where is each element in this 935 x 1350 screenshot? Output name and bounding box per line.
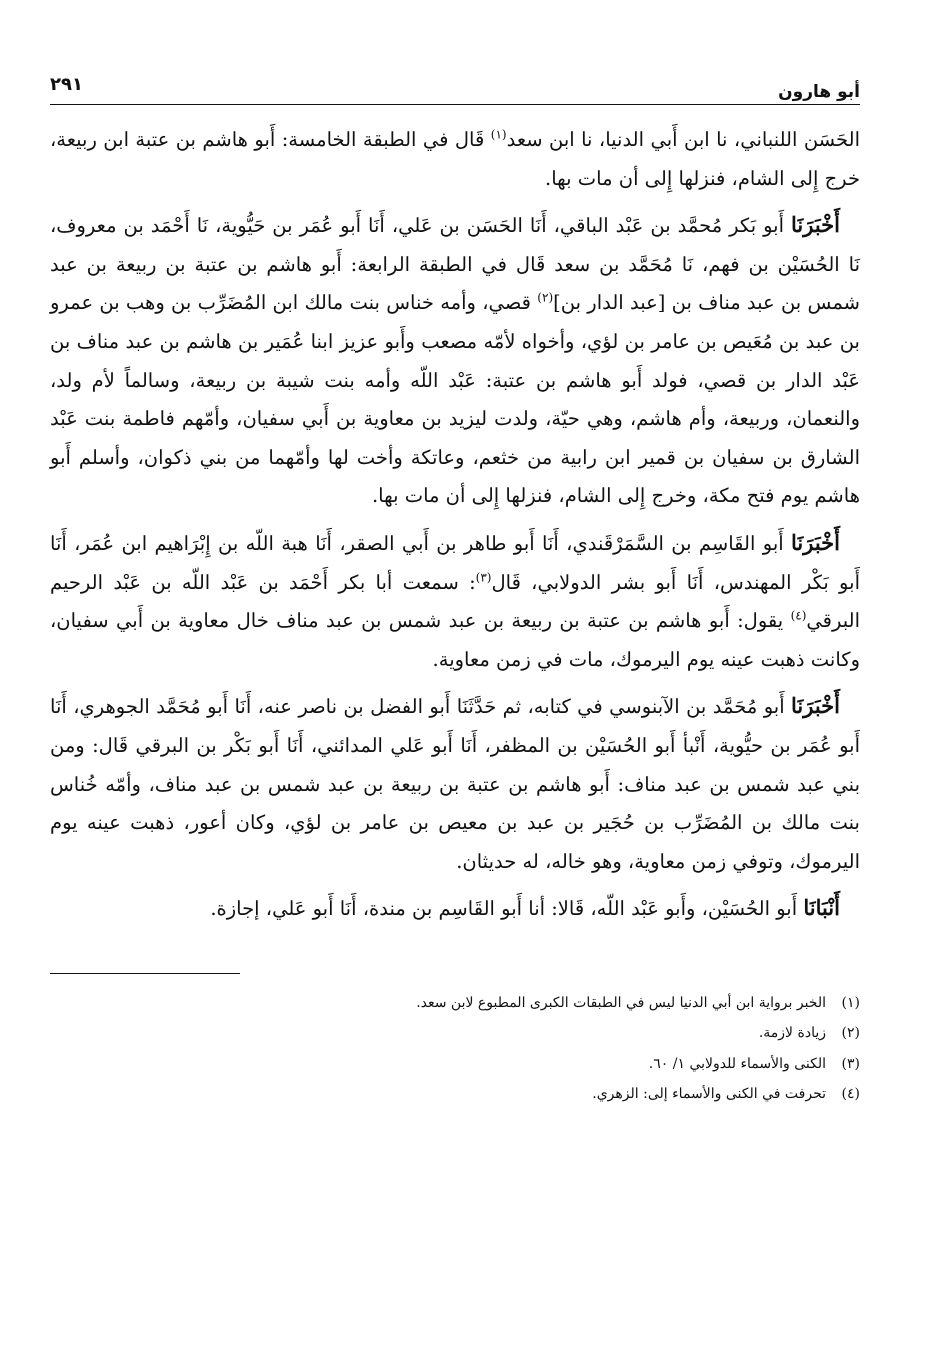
paragraph-text: أَبو مُحَمَّد بن الآبنوسي في كتابه، ثم حَدَّثَنَا أَبو الفضل بن ناصر عنه، أَنَا أَبو مُحَمَّد الجوهري، أَنَا أَبو عُمَر بن حيُّوية، أَنْبأ أَبو الحُسَيْن بن المظفر، أَنَا أَبو عَلي المدائني، أَنَا أَبو بَكْر بن البرقي قَال: ومن بني عبد شمس بن عبد مناف: أَبو هاشم بن عتبة بن ربيعة بن عبد شمس بن عبد مناف، وأمّه خُناس بنت مالك بن المُضَرِّب بن حُجَير بن عبد بن معيص بن عامر بن لؤي، وكان أعور، ذهبت عينه يوم اليرموك، وتوفي زمن معاوية، وهو خاله، له حديثان. bbox=[50, 695, 860, 873]
footnote bbox=[50, 988, 860, 1019]
running-title: أبو هارون bbox=[778, 82, 860, 102]
footnote-reference: (٤) bbox=[790, 608, 807, 623]
paragraph-lead-word: أَخْبَرَنَا bbox=[791, 693, 840, 719]
paragraph-text: الحَسَن اللنباني، نا ابن أَبي الدنيا، نا ابن سعد bbox=[506, 128, 861, 151]
footnotes bbox=[50, 988, 860, 1110]
footnote-reference: (٣) bbox=[475, 570, 492, 585]
paragraph-text: يقول: أَبو هاشم بن عتبة بن ربيعة بن عبد شمس بن عبد مناف خال معاوية بن أَبي سفيان، وكانت ذهبت عينه يوم اليرموك، مات في زمن معاوية. bbox=[50, 609, 860, 671]
footnote-reference: (٢) bbox=[537, 290, 554, 305]
footnote bbox=[50, 1079, 860, 1110]
page-header bbox=[50, 60, 860, 105]
paragraph bbox=[50, 889, 860, 929]
footnote-separator bbox=[50, 973, 240, 974]
paragraph-lead-word: أَخْبَرَنَا bbox=[791, 212, 840, 238]
footnote-text: الخبر برواية ابن أبي الدنيا ليس في الطبقات الكبرى المطبوع لابن سعد. bbox=[416, 994, 826, 1011]
book-page bbox=[50, 60, 860, 1110]
footnote-number: (٢) bbox=[841, 1025, 860, 1042]
footnote-number: (١) bbox=[841, 994, 860, 1011]
paragraph-lead-word: أَنْبَانَا bbox=[803, 895, 840, 921]
footnote-text: زيادة لازمة. bbox=[758, 1025, 826, 1042]
paragraph-text: أَبو القَاسِم بن السَّمَرْقَندي، أَنَا أَبو طاهر بن أَبي الصقر، أَنَا هبة اللّه بن إِبْرَاهيم ابن عُمَر، أَنَا أَبو بَكْر المهندس، أَنَا أَبو بشر الدولابي، قَال bbox=[50, 531, 860, 594]
page-number: ٢٩١ bbox=[50, 74, 83, 95]
main-text bbox=[50, 121, 860, 929]
footnote bbox=[50, 1049, 860, 1080]
paragraph-text: قَال في الطبقة الخامسة: أَبو هاشم بن عتبة ابن ربيعة، خرج إِلى الشام، فنزلها إِلى أن مات بها. bbox=[50, 128, 860, 190]
paragraph-text: قصي، وأمه خناس بنت مالك ابن المُضَرِّب بن وهب بن عمرو بن عبد بن مُعَيص بن عامر بن لؤي، وأخواه لأمّه مصعب وأَبو عزيز ابنا عُمَير بن هاشم بن عبد مناف بن عَبْد الدار بن قصي، فولد أَبو هاشم بن عتبة: عَبْد اللّه وأمه بنت شيبة بن ربيعة، وسالماً لأم ولد، والنعمان، وربيعة، وأم هاشم، وهي حيّة، ولدت ليزيد بن معاوية بن أَبي سفيان، وأمّهم فاطمة بنت عَبْد الشارق بن سفيان بن قمير ابن رابية من خثعم، وعاتكة وأخت لها وأمّهما من بني ذكوان، وأسلم أَبو هاشم يوم فتح مكة، وخرج إِلى الشام، فنزلها إِلى أن مات بها. bbox=[50, 291, 860, 508]
paragraph bbox=[50, 121, 860, 198]
footnote-text: تحرفت في الكنى والأسماء إلى: الزهري. bbox=[592, 1086, 826, 1103]
paragraph bbox=[50, 206, 860, 516]
footnote-reference: (١) bbox=[490, 127, 507, 142]
footnote-number: (٣) bbox=[841, 1055, 860, 1072]
paragraph bbox=[50, 687, 860, 881]
footnote-separator-wrap bbox=[50, 973, 860, 974]
footnote-number: (٤) bbox=[841, 1086, 860, 1103]
paragraph-text: : سمعت أبا بكر أَحْمَد بن عَبْد اللّه بن عَبْد الرحيم البرقي bbox=[50, 570, 860, 633]
footnote-text: الكنى والأسماء للدولابي ١/ ٦٠. bbox=[648, 1055, 826, 1072]
footnote bbox=[50, 1018, 860, 1049]
paragraph-lead-word: أَخْبَرَنَا bbox=[791, 529, 840, 555]
paragraph bbox=[50, 524, 860, 679]
paragraph-text: أَبو الحُسَيْن، وأَبو عَبْد اللّه، قَالا: أنا أَبو القَاسِم بن مندة، أَنَا أَبو عَلي، إجازة. bbox=[210, 897, 804, 921]
paragraph-text: أَبو بَكر مُحمَّد بن عَبْد الباقي، أَنَا الحَسَن بن عَلي، أَنَا أَبو عُمَر بن حَيُّوية، نَا أَحْمَد بن معروف، نَا الحُسَيْن بن فهم، نَا مُحَمَّد بن سعد قَال في الطبقة الرابعة: أَبو هاشم بن عتبة بن ربيعة بن عبد شمس بن عبد مناف بن [عبد الدار بن] bbox=[50, 214, 860, 315]
